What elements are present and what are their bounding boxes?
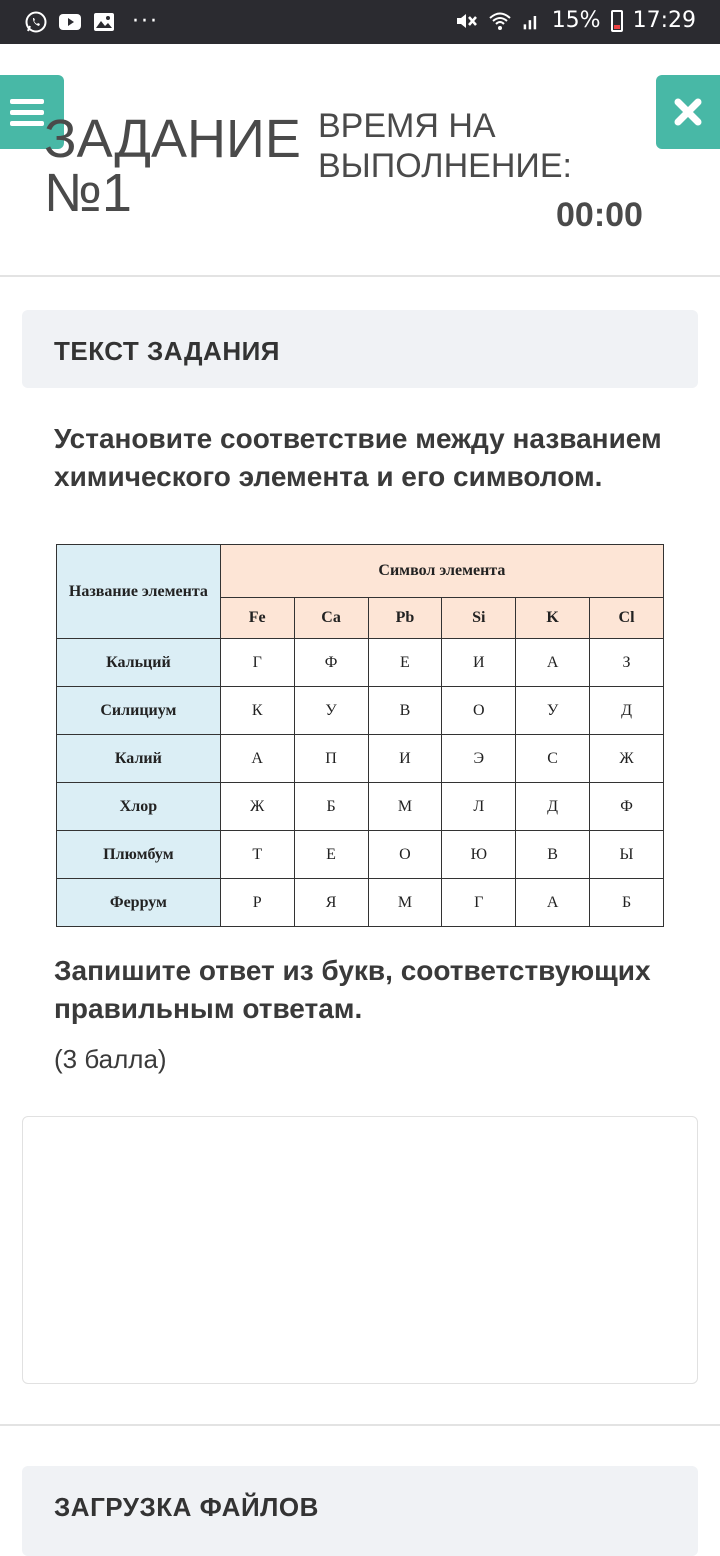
- element-name-cell: Хлор: [57, 783, 221, 831]
- table-cell: А: [516, 879, 590, 927]
- element-table: [56, 544, 664, 927]
- points-label: (3 балла): [54, 1044, 167, 1074]
- table-cell: О: [368, 831, 442, 879]
- table-cell: Е: [294, 831, 368, 879]
- table-cell: Б: [590, 879, 664, 927]
- table-cell: Ю: [442, 831, 516, 879]
- table-cell: Ф: [590, 783, 664, 831]
- hamburger-icon: [10, 99, 44, 104]
- table-cell: Б: [294, 783, 368, 831]
- table-cell: И: [442, 639, 516, 687]
- table-cell: У: [294, 687, 368, 735]
- clock: 17:29: [632, 8, 696, 33]
- table-cell: М: [368, 783, 442, 831]
- table-cell: З: [590, 639, 664, 687]
- table-cell: Д: [590, 687, 664, 735]
- gallery-icon: [92, 10, 116, 34]
- time-label: ВРЕМЯ НА ВЫПОЛНЕНИЕ:: [318, 107, 572, 185]
- wifi-icon: [488, 9, 512, 33]
- header-divider: [0, 275, 720, 277]
- table-cell: У: [516, 687, 590, 735]
- table-header-name: Название элемента: [57, 545, 221, 639]
- signal-icon: [522, 9, 542, 33]
- table-cell: Е: [368, 639, 442, 687]
- answer-instruction: Запишите ответ из букв, соответствующих правильным ответам.: [54, 955, 651, 1024]
- table-cell: Ж: [590, 735, 664, 783]
- table-cell: И: [368, 735, 442, 783]
- table-cell: Л: [442, 783, 516, 831]
- table-cell: Я: [294, 879, 368, 927]
- more-notifications-icon: ···: [132, 9, 159, 34]
- element-name-cell: Силициум: [57, 687, 221, 735]
- symbol-header-cell: Si: [442, 598, 516, 639]
- battery-icon: [611, 10, 623, 32]
- symbol-header-cell: Ca: [294, 598, 368, 639]
- battery-percent: 15%: [551, 8, 601, 33]
- table-cell: Г: [442, 879, 516, 927]
- section-divider: [0, 1424, 720, 1426]
- answer-input[interactable]: [22, 1116, 698, 1384]
- element-name-cell: Феррум: [57, 879, 221, 927]
- table-cell: Т: [220, 831, 294, 879]
- table-header-symbol: Символ элемента: [220, 545, 663, 598]
- upload-section: [22, 1466, 698, 1556]
- symbol-header-cell: K: [516, 598, 590, 639]
- youtube-icon: [58, 10, 82, 34]
- table-cell: Р: [220, 879, 294, 927]
- table-cell: А: [220, 735, 294, 783]
- mute-icon: [454, 9, 478, 33]
- table-cell: Ф: [294, 639, 368, 687]
- table-row: [57, 639, 664, 687]
- table-cell: Д: [516, 783, 590, 831]
- table-cell: С: [516, 735, 590, 783]
- table-cell: Г: [220, 639, 294, 687]
- table-cell: О: [442, 687, 516, 735]
- symbol-header-cell: Cl: [590, 598, 664, 639]
- whatsapp-icon: [24, 10, 48, 34]
- section-title: ТЕКСТ ЗАДАНИЯ: [54, 336, 280, 366]
- element-name-cell: Кальций: [57, 639, 221, 687]
- table-cell: Ж: [220, 783, 294, 831]
- table-cell: Ы: [590, 831, 664, 879]
- symbol-header-cell: Fe: [220, 598, 294, 639]
- table-row: [57, 735, 664, 783]
- table-row: [57, 687, 664, 735]
- table-row: [57, 831, 664, 879]
- question-text: Установите соответствие между названием химического элемента и его символом.: [54, 423, 662, 492]
- table-cell: М: [368, 879, 442, 927]
- table-cell: П: [294, 735, 368, 783]
- page-title: ЗАДАНИЕ №1: [44, 109, 301, 223]
- symbol-header-cell: Pb: [368, 598, 442, 639]
- status-bar: [0, 0, 720, 44]
- close-button[interactable]: [656, 75, 720, 149]
- table-cell: Э: [442, 735, 516, 783]
- table-cell: В: [368, 687, 442, 735]
- element-name-cell: Плюмбум: [57, 831, 221, 879]
- task-text-section: [22, 310, 698, 388]
- element-name-cell: Калий: [57, 735, 221, 783]
- upload-section-title: ЗАГРУЗКА ФАЙЛОВ: [54, 1492, 319, 1522]
- table-cell: К: [220, 687, 294, 735]
- timer-value: 00:00: [556, 196, 643, 234]
- table-row: [57, 879, 664, 927]
- table-cell: В: [516, 831, 590, 879]
- table-row: [57, 783, 664, 831]
- close-icon: [672, 96, 704, 128]
- table-cell: А: [516, 639, 590, 687]
